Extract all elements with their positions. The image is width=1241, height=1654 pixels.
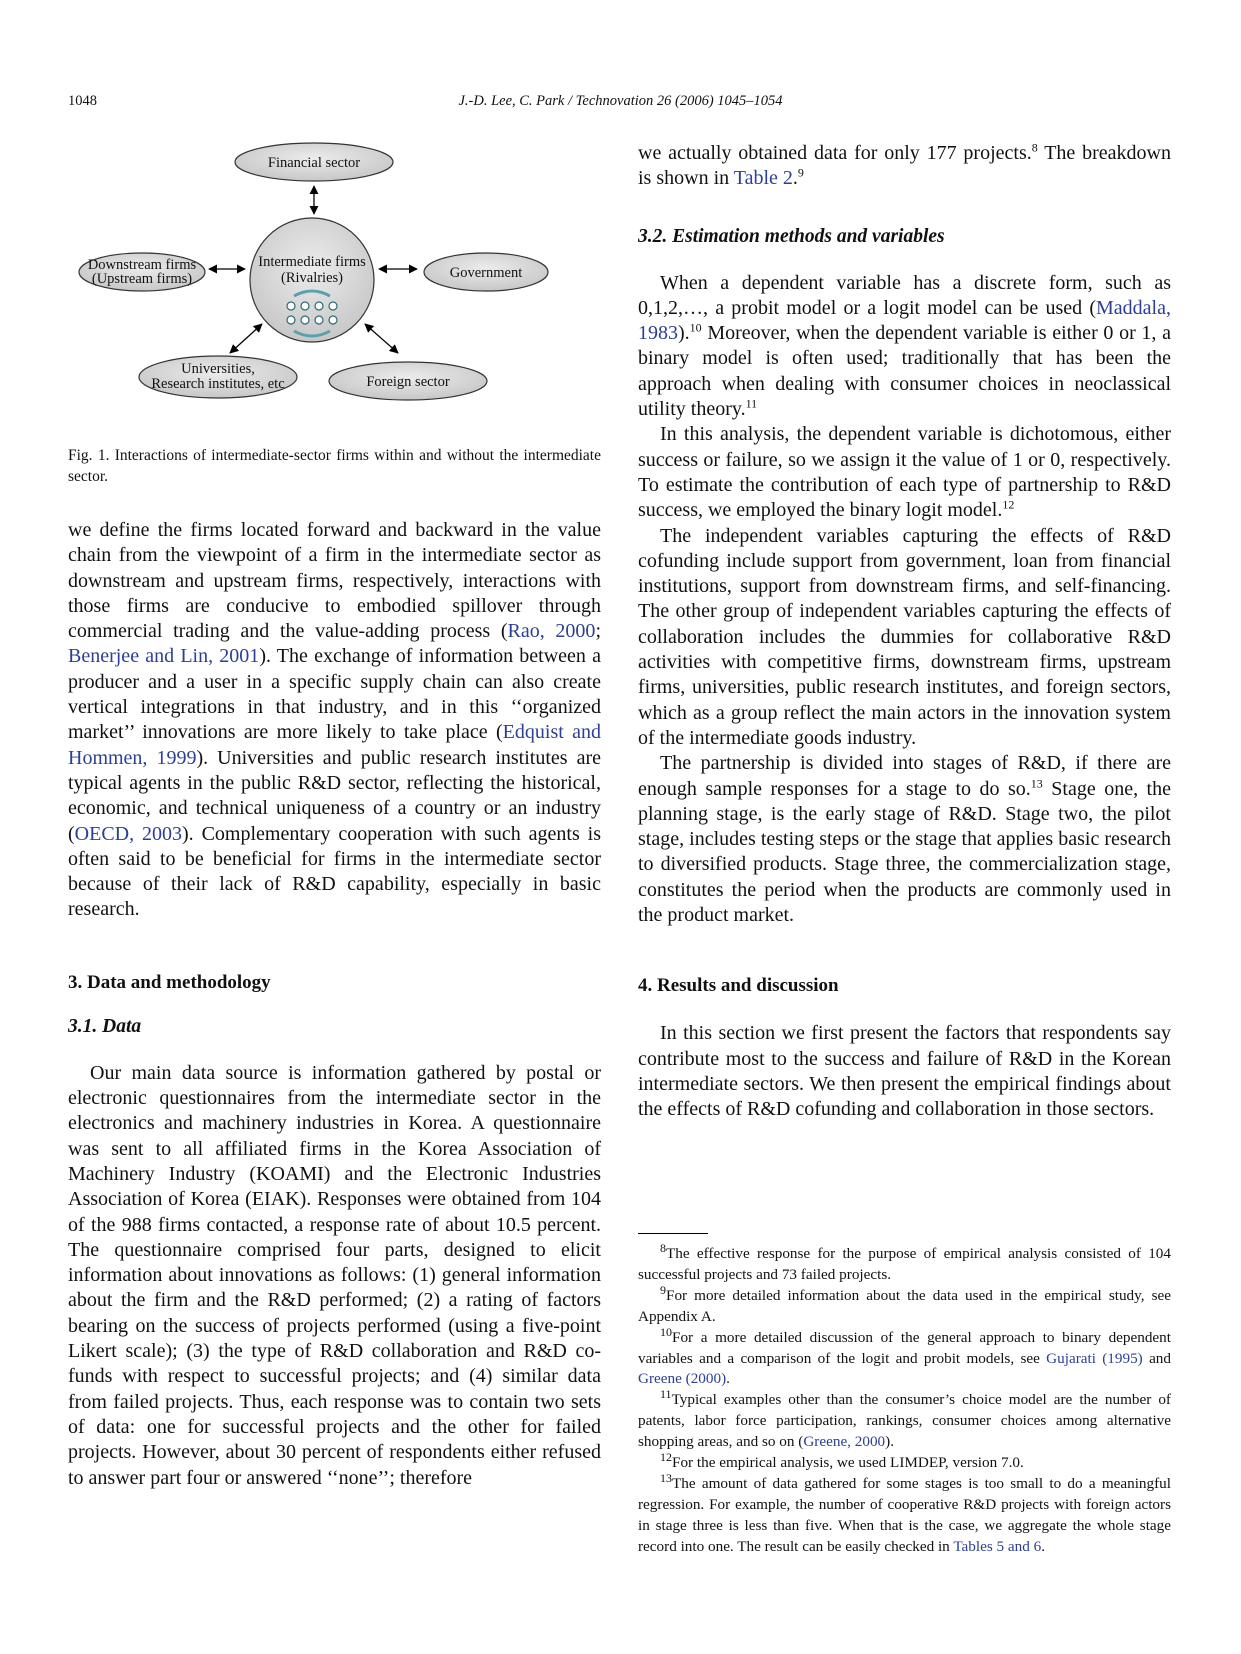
footnote: $^{12}$For the empirical analysis, we used LIMDEP, version 7.0. [660, 1450, 1024, 1472]
section-heading: 3. Data and methodology [68, 971, 271, 993]
paragraph: In this analysis, the dependent variable is dichotomous, either success or failure, so we assign it the value of 1 or 0, respectively. To estimate the contribution of each type of partnership to R&D success, we employed the binary logit model.$^{12}$ [638, 423, 1171, 522]
citation-link[interactable]: Greene (2000) [638, 1370, 727, 1388]
paragraph: we define the firms located forward and backward in the value chain from the viewpoint of a firm in the intermediate sector as downstream and upstream firms, respectively, interactions with those firms are conducive to embodied spillover through commercial trading and the value-adding process (Rao, 2000; Benerjee and Lin, 2001). The exchange of information between a producer and a user in a specific supply chain can also create vertical integrations in that industry, and in this ‘‘organized market’’ innovations are more likely to take place (Edquist and Hommen, 1999). Universities and public research institutes are typical agents in the public R&D sector, reflecting the historical, economic, and technical uniqueness of a country or an industry (OECD, 2003). Complementary cooperation with such agents is often said to be beneficial for firms in the intermediate sector because of their lack of R&D capability, especially in basic research. [68, 519, 601, 921]
left-column [68, 518, 601, 1491]
footnote: $^{13}$The amount of data gathered for some stages is too small to do a meaningful regression. For example, the number of cooperative R&D projects with foreign actors in stage three is less than five. When that is the case, we aggregate the whole stage record into one. The result can be easily checked in Tables 5 and 6. [638, 1470, 1171, 1555]
node-foreign-sector [329, 362, 487, 400]
section-heading: 4. Results and discussion [638, 975, 839, 997]
node-financial-sector [235, 143, 393, 181]
arrow-intermediate-foreign [365, 324, 398, 353]
footnote: $^9$For more detailed information about the data used in the empirical study, see Appendix A. [638, 1282, 1171, 1325]
citation-link[interactable]: Maddala, 1983 [638, 296, 1171, 345]
citation-link[interactable]: OECD, 2003 [74, 822, 183, 845]
subsection-heading: 3.1. Data [68, 1015, 142, 1037]
paragraph: Our main data source is information gathered by postal or electronic questionnaires from the intermediate sector in the electronics and machinery industries in Korea. A questionnaire was sent to all affiliated firms in the Korea Association of Machinery Industry (KOAMI) and the Electronic Industries Association of Korea (EIAK). Responses were obtained from 104 of the 988 firms contacted, a response rate of about 10.5 percent. The questionnaire comprised four parts, designed to elicit information about innovations as follows: (1) general information about the firm and the R&D performed; (2) a rating of factors bearing on the success of projects performed (using a five-point Likert scale); (3) the type of R&D collaboration and R&D co-funds with respect to successful projects; and (4) similar data from failed projects. Thus, each response was to contain two sets of data: one for successful projects and the other for failed projects. However, about 30 percent of respondents either refused to answer part four or answered ‘‘none’’; therefore [68, 1061, 601, 1489]
paragraph: The independent variables capturing the effects of R&D cofunding include support from government, loan from financial institutions, support from downstream firms, and self-financing. The other group of independent variables capturing the effects of collaboration includes the dummies for collaborative R&D activities with competitive firms, downstream firms, upstream firms, universities, public research institutes, and foreign sectors, which as a group reflect the main actors in the innovation system of the intermediate goods industry. [638, 524, 1171, 749]
node-label: Government [449, 265, 523, 281]
node-intermediate-firms [250, 218, 374, 342]
citation-link[interactable]: Gujarati (1995) [1046, 1349, 1143, 1367]
figure-1-diagram [68, 140, 601, 440]
footnotes [638, 1233, 1171, 1558]
node-label: Universities, [181, 361, 255, 377]
footnote: $^{10}$For a more detailed discussion of the general approach to binary dependent variables and a comparison of the logit and probit models, see Gujarati (1995) and Greene (2000). [638, 1324, 1171, 1388]
node-downstream-firms [79, 253, 205, 291]
paragraph: The partnership is divided into stages of R&D, if there are enough sample responses for a stage to do so.$^{13}$ Stage one, the planning stage, is the early stage of R&D. Stage two, the pilot stage, includes testing steps or the stage that applies basic research to diversified products. Stage three, the commercialization stage, constitutes the period when the products are commonly used in the product market. [638, 752, 1171, 927]
table-link[interactable]: Tables 5 and 6 [953, 1537, 1042, 1555]
paragraph: When a dependent variable has a discrete form, such as 0,1,2,…, a probit model or a logit model can be used (Maddala, 1983).$^{10}$ Moreover, when the dependent variable is either 0 or 1, a binary model is often used; traditionally that has been the approach when dealing with consumer choices in neoclassical utility theory.$^{11}$ [638, 271, 1171, 421]
arrow-universities-intermediate [230, 324, 262, 353]
node-label: Downstream firms [87, 257, 197, 273]
page-number: 1048 [68, 93, 97, 109]
node-label: (Rivalries) [280, 270, 344, 286]
paragraph: In this section we first present the factors that respondents say contribute most to the success and failure of R&D in the Korean intermediate sectors. We then present the empirical findings about the effects of R&D cofunding and collaboration in those sectors. [638, 1022, 1171, 1121]
footnote: $^8$The effective response for the purpose of empirical analysis consisted of 104 successful projects and 73 failed projects. [638, 1240, 1171, 1283]
node-label: Financial sector [267, 155, 361, 171]
citation-link[interactable]: Greene, 2000 [803, 1433, 886, 1451]
node-universities [139, 356, 297, 398]
figure-caption: Fig. 1. Interactions of intermediate-sector firms within and without the intermediate sector. [68, 447, 601, 485]
table-link[interactable]: Table 2 [733, 167, 793, 190]
citation-link[interactable]: Edquist and Hommen, 1999 [68, 721, 601, 769]
node-label: (Upstream firms) [91, 271, 193, 287]
footnote: $^{11}$Typical examples other than the consumer’s choice model are the number of patents, labor force participation, rankings, consumer choices among alternative shopping areas, and so on (Greene, 2000). [638, 1387, 1171, 1451]
running-head: J.-D. Lee, C. Park / Technovation 26 (2006) 1045–1054 [458, 93, 783, 109]
citation-link[interactable]: Benerjee and Lin, 2001 [68, 645, 260, 668]
node-label: Intermediate firms [258, 254, 366, 270]
right-column [638, 141, 1171, 1123]
subsection-heading: 3.2. Estimation methods and variables [638, 225, 945, 247]
node-government [424, 253, 548, 291]
citation-link[interactable]: Rao, 2000 [507, 620, 596, 643]
node-label: Research institutes, etc [151, 376, 285, 392]
paragraph: we actually obtained data for only 177 projects.$^8$ The breakdown is shown in Table 2.$^9$ [638, 140, 1171, 190]
footnote-rule [638, 1233, 708, 1234]
node-label: Foreign sector [366, 374, 450, 390]
